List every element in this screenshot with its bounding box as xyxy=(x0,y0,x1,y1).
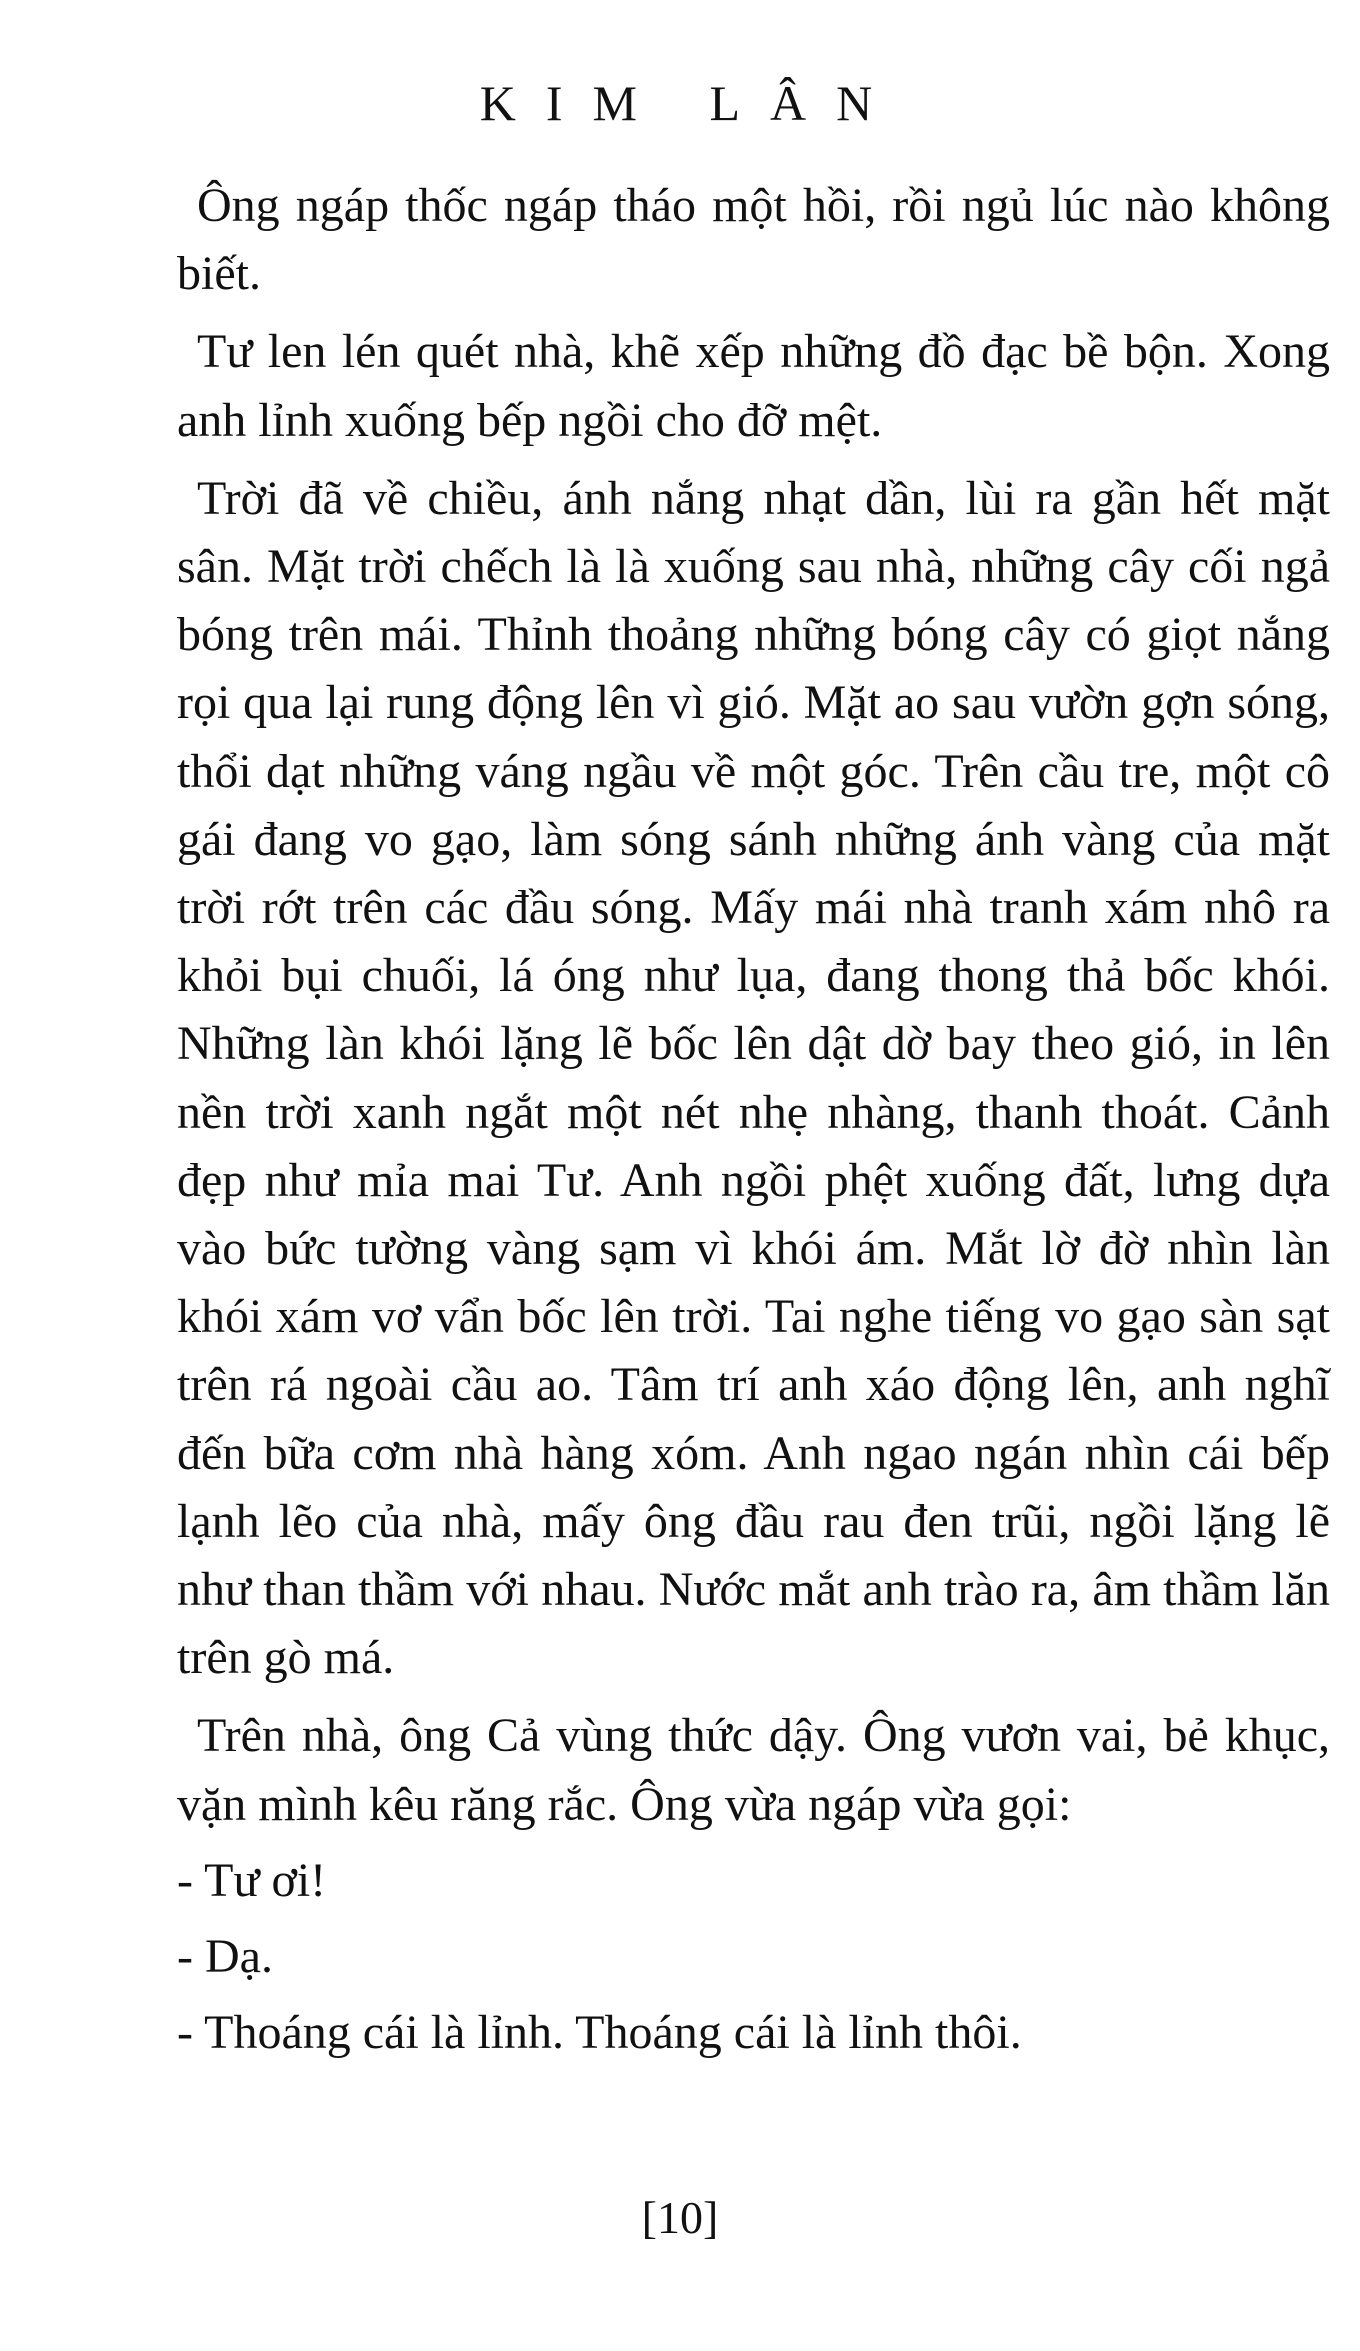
page-number: [10] xyxy=(641,2192,719,2243)
paragraph-1: Ông ngáp thốc ngáp tháo một hồi, rồi ngủ lúc nào không biết. xyxy=(177,179,1330,301)
paragraph-3: Trời đã về chiều, ánh nắng nhạt dần, lùi ra gần hết mặt sân. Mặt trời chếch là là xuống sau nhà, những cây cối ngả bóng trên mái. Thỉnh thoảng những bóng cây có giọt nắng rọi qua lại rung động lên vì gió. Mặt ao sau vườn gợn sóng, thổi dạt những váng ngầu về một góc. Trên cầu tre, một cô gái đang vo gạo, làm sóng sánh những ánh vàng của mặt trời rớt trên các đầu sóng. Mấy mái nhà tranh xám nhô ra khỏi bụi chuối, lá óng như lụa, đang thong thả bốc khói. Những làn khói lặng lẽ bốc lên dật dờ bay theo gió, in lên nền trời xanh ngắt một nét nhẹ nhàng, thanh thoát. Cảnh đẹp như mỉa mai Tư. Anh ngồi phệt xuống đất, lưng dựa vào bức tường vàng sạm vì khói ám. Mắt lờ đờ nhìn làn khói xám vơ vẩn bốc lên trời. Tai nghe tiếng vo gạo sàn sạt trên rá ngoài cầu ao. Tâm trí anh xáo động lên, anh nghĩ đến bữa cơm nhà hàng xóm. Anh ngao ngán nhìn cái bếp lạnh lẽo của nhà, mấy ông đầu rau đen trũi, ngồi lặng lẽ như than thầm với nhau. Nước mắt anh trào ra, âm thầm lăn trên gò má. xyxy=(177,471,1330,1685)
dialogue-line-2: - Dạ. xyxy=(177,1930,273,1984)
dialogue-line-1: - Tư ơi! xyxy=(177,1853,327,1907)
paragraph-4: Trên nhà, ông Cả vùng thức dậy. Ông vươn vai, bẻ khục, vặn mình kêu răng rắc. Ông vừa ngáp vừa gọi: xyxy=(177,1709,1330,1831)
running-header-author: KIM LÂN xyxy=(479,75,903,131)
paragraph-2: Tư len lén quét nhà, khẽ xếp những đồ đạc bề bộn. Xong anh lỉnh xuống bếp ngồi cho đỡ mệt. xyxy=(177,325,1330,447)
dialogue-line-3: - Thoáng cái là lỉnh. Thoáng cái là lỉnh thôi. xyxy=(177,2006,1022,2060)
body-text xyxy=(177,172,1330,2075)
